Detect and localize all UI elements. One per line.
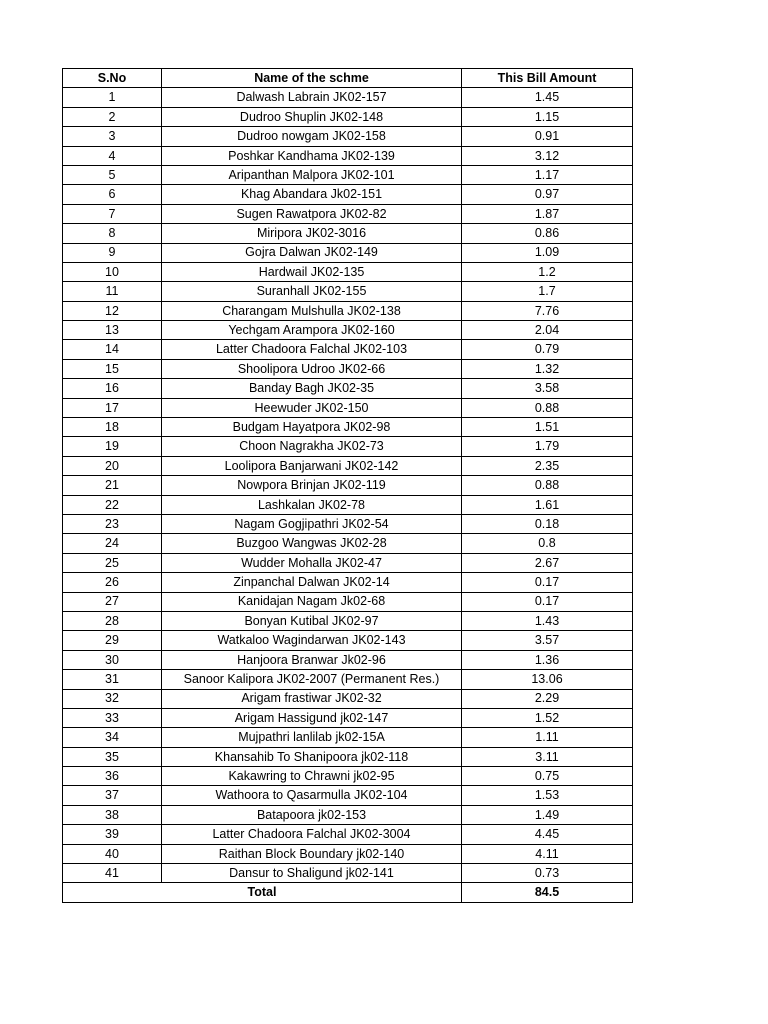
header-scheme-name: Name of the schme: [162, 69, 462, 88]
cell-sno: 27: [63, 592, 162, 611]
table-row: [63, 553, 633, 572]
cell-sno: 33: [63, 708, 162, 727]
cell-sno: 39: [63, 825, 162, 844]
table-row: [63, 301, 633, 320]
header-row: [63, 69, 633, 88]
cell-sno: 13: [63, 321, 162, 340]
cell-bill-amount: 0.73: [462, 864, 633, 883]
cell-scheme-name: Dudroo Shuplin JK02-148: [162, 107, 462, 126]
cell-sno: 9: [63, 243, 162, 262]
cell-bill-amount: 4.45: [462, 825, 633, 844]
cell-sno: 20: [63, 456, 162, 475]
cell-sno: 30: [63, 650, 162, 669]
table-row: [63, 611, 633, 630]
table-row: [63, 107, 633, 126]
cell-sno: 15: [63, 359, 162, 378]
cell-bill-amount: 0.18: [462, 514, 633, 533]
cell-sno: 14: [63, 340, 162, 359]
header-sno: S.No: [63, 69, 162, 88]
table-row: [63, 359, 633, 378]
table-row: [63, 534, 633, 553]
table-body: [63, 88, 633, 883]
cell-sno: 37: [63, 786, 162, 805]
cell-sno: 11: [63, 282, 162, 301]
table-row: [63, 185, 633, 204]
cell-sno: 36: [63, 767, 162, 786]
cell-bill-amount: 0.17: [462, 592, 633, 611]
cell-bill-amount: 13.06: [462, 670, 633, 689]
cell-scheme-name: Arigam Hassigund jk02-147: [162, 708, 462, 727]
cell-sno: 23: [63, 514, 162, 533]
cell-scheme-name: Miripora JK02-3016: [162, 224, 462, 243]
table-row: [63, 418, 633, 437]
cell-sno: 25: [63, 553, 162, 572]
cell-scheme-name: Sugen Rawatpora JK02-82: [162, 204, 462, 223]
cell-scheme-name: Yechgam Arampora JK02-160: [162, 321, 462, 340]
table-row: [63, 321, 633, 340]
cell-scheme-name: Zinpanchal Dalwan JK02-14: [162, 573, 462, 592]
cell-scheme-name: Suranhall JK02-155: [162, 282, 462, 301]
header-bill-amount: This Bill Amount: [462, 69, 633, 88]
cell-bill-amount: 7.76: [462, 301, 633, 320]
cell-bill-amount: 0.17: [462, 573, 633, 592]
cell-sno: 6: [63, 185, 162, 204]
cell-scheme-name: Loolipora Banjarwani JK02-142: [162, 456, 462, 475]
cell-scheme-name: Kakawring to Chrawni jk02-95: [162, 767, 462, 786]
cell-scheme-name: Dudroo nowgam JK02-158: [162, 127, 462, 146]
total-label: Total: [63, 883, 462, 902]
cell-sno: 16: [63, 379, 162, 398]
table-row: [63, 146, 633, 165]
cell-bill-amount: 1.43: [462, 611, 633, 630]
cell-bill-amount: 1.49: [462, 805, 633, 824]
cell-bill-amount: 0.79: [462, 340, 633, 359]
table-row: [63, 708, 633, 727]
cell-bill-amount: 1.45: [462, 88, 633, 107]
cell-sno: 34: [63, 728, 162, 747]
table-row: [63, 592, 633, 611]
total-row: [63, 883, 633, 902]
cell-sno: 19: [63, 437, 162, 456]
cell-sno: 7: [63, 204, 162, 223]
table-row: [63, 844, 633, 863]
cell-sno: 38: [63, 805, 162, 824]
cell-bill-amount: 1.2: [462, 262, 633, 281]
cell-sno: 1: [63, 88, 162, 107]
cell-scheme-name: Buzgoo Wangwas JK02-28: [162, 534, 462, 553]
cell-scheme-name: Charangam Mulshulla JK02-138: [162, 301, 462, 320]
cell-bill-amount: 1.11: [462, 728, 633, 747]
table-row: [63, 767, 633, 786]
cell-bill-amount: 1.7: [462, 282, 633, 301]
cell-bill-amount: 1.79: [462, 437, 633, 456]
cell-scheme-name: Sanoor Kalipora JK02-2007 (Permanent Res.): [162, 670, 462, 689]
cell-scheme-name: Latter Chadoora Falchal JK02-103: [162, 340, 462, 359]
cell-scheme-name: Poshkar Kandhama JK02-139: [162, 146, 462, 165]
cell-scheme-name: Khag Abandara Jk02-151: [162, 185, 462, 204]
cell-bill-amount: 4.11: [462, 844, 633, 863]
cell-bill-amount: 1.53: [462, 786, 633, 805]
cell-bill-amount: 1.52: [462, 708, 633, 727]
cell-bill-amount: 3.11: [462, 747, 633, 766]
cell-scheme-name: Hardwail JK02-135: [162, 262, 462, 281]
cell-scheme-name: Arigam frastiwar JK02-32: [162, 689, 462, 708]
cell-bill-amount: 2.29: [462, 689, 633, 708]
total-amount: 84.5: [462, 883, 633, 902]
cell-sno: 24: [63, 534, 162, 553]
table-row: [63, 437, 633, 456]
cell-bill-amount: 0.88: [462, 398, 633, 417]
table-row: [63, 224, 633, 243]
cell-bill-amount: 3.58: [462, 379, 633, 398]
table-row: [63, 786, 633, 805]
cell-scheme-name: Dansur to Shaligund jk02-141: [162, 864, 462, 883]
cell-bill-amount: 1.09: [462, 243, 633, 262]
cell-bill-amount: 1.51: [462, 418, 633, 437]
table-row: [63, 476, 633, 495]
table-row: [63, 805, 633, 824]
cell-scheme-name: Nowpora Brinjan JK02-119: [162, 476, 462, 495]
table-row: [63, 456, 633, 475]
cell-sno: 21: [63, 476, 162, 495]
table-row: [63, 282, 633, 301]
cell-sno: 22: [63, 495, 162, 514]
table-row: [63, 514, 633, 533]
table-row: [63, 340, 633, 359]
cell-bill-amount: 0.8: [462, 534, 633, 553]
cell-bill-amount: 1.15: [462, 107, 633, 126]
cell-bill-amount: 1.32: [462, 359, 633, 378]
cell-scheme-name: Wathoora to Qasarmulla JK02-104: [162, 786, 462, 805]
table-row: [63, 204, 633, 223]
cell-bill-amount: 1.36: [462, 650, 633, 669]
cell-sno: 31: [63, 670, 162, 689]
cell-scheme-name: Wudder Mohalla JK02-47: [162, 553, 462, 572]
table-row: [63, 650, 633, 669]
cell-bill-amount: 2.04: [462, 321, 633, 340]
cell-scheme-name: Hanjoora Branwar Jk02-96: [162, 650, 462, 669]
table-row: [63, 495, 633, 514]
cell-sno: 2: [63, 107, 162, 126]
table-row: [63, 398, 633, 417]
cell-bill-amount: 0.91: [462, 127, 633, 146]
table-row: [63, 127, 633, 146]
cell-scheme-name: Khansahib To Shanipoora jk02-118: [162, 747, 462, 766]
cell-sno: 40: [63, 844, 162, 863]
cell-scheme-name: Lashkalan JK02-78: [162, 495, 462, 514]
cell-sno: 4: [63, 146, 162, 165]
cell-sno: 18: [63, 418, 162, 437]
cell-bill-amount: 0.86: [462, 224, 633, 243]
cell-sno: 29: [63, 631, 162, 650]
cell-bill-amount: 2.67: [462, 553, 633, 572]
cell-bill-amount: 0.97: [462, 185, 633, 204]
table-row: [63, 243, 633, 262]
table-row: [63, 728, 633, 747]
table-row: [63, 379, 633, 398]
table-row: [63, 573, 633, 592]
cell-scheme-name: Raithan Block Boundary jk02-140: [162, 844, 462, 863]
cell-sno: 26: [63, 573, 162, 592]
cell-scheme-name: Nagam Gogjipathri JK02-54: [162, 514, 462, 533]
cell-bill-amount: 2.35: [462, 456, 633, 475]
cell-bill-amount: 0.88: [462, 476, 633, 495]
cell-sno: 5: [63, 165, 162, 184]
cell-bill-amount: 1.61: [462, 495, 633, 514]
cell-scheme-name: Choon Nagrakha JK02-73: [162, 437, 462, 456]
cell-bill-amount: 1.17: [462, 165, 633, 184]
cell-sno: 28: [63, 611, 162, 630]
table-row: [63, 262, 633, 281]
cell-sno: 3: [63, 127, 162, 146]
cell-scheme-name: Shoolipora Udroo JK02-66: [162, 359, 462, 378]
table-row: [63, 631, 633, 650]
table-row: [63, 689, 633, 708]
cell-sno: 10: [63, 262, 162, 281]
cell-scheme-name: Batapoora jk02-153: [162, 805, 462, 824]
cell-bill-amount: 1.87: [462, 204, 633, 223]
cell-scheme-name: Watkaloo Wagindarwan JK02-143: [162, 631, 462, 650]
cell-scheme-name: Budgam Hayatpora JK02-98: [162, 418, 462, 437]
cell-scheme-name: Latter Chadoora Falchal JK02-3004: [162, 825, 462, 844]
table-row: [63, 88, 633, 107]
cell-sno: 12: [63, 301, 162, 320]
cell-scheme-name: Aripanthan Malpora JK02-101: [162, 165, 462, 184]
cell-scheme-name: Bonyan Kutibal JK02-97: [162, 611, 462, 630]
cell-scheme-name: Dalwash Labrain JK02-157: [162, 88, 462, 107]
cell-sno: 35: [63, 747, 162, 766]
cell-sno: 41: [63, 864, 162, 883]
cell-sno: 8: [63, 224, 162, 243]
cell-scheme-name: Mujpathri lanlilab jk02-15A: [162, 728, 462, 747]
cell-scheme-name: Banday Bagh JK02-35: [162, 379, 462, 398]
table-row: [63, 825, 633, 844]
cell-sno: 17: [63, 398, 162, 417]
cell-scheme-name: Gojra Dalwan JK02-149: [162, 243, 462, 262]
cell-scheme-name: Kanidajan Nagam Jk02-68: [162, 592, 462, 611]
cell-sno: 32: [63, 689, 162, 708]
table-row: [63, 670, 633, 689]
cell-bill-amount: 3.12: [462, 146, 633, 165]
scheme-bill-table: [62, 68, 633, 903]
table-row: [63, 165, 633, 184]
cell-bill-amount: 3.57: [462, 631, 633, 650]
cell-bill-amount: 0.75: [462, 767, 633, 786]
table-row: [63, 747, 633, 766]
cell-scheme-name: Heewuder JK02-150: [162, 398, 462, 417]
table-row: [63, 864, 633, 883]
